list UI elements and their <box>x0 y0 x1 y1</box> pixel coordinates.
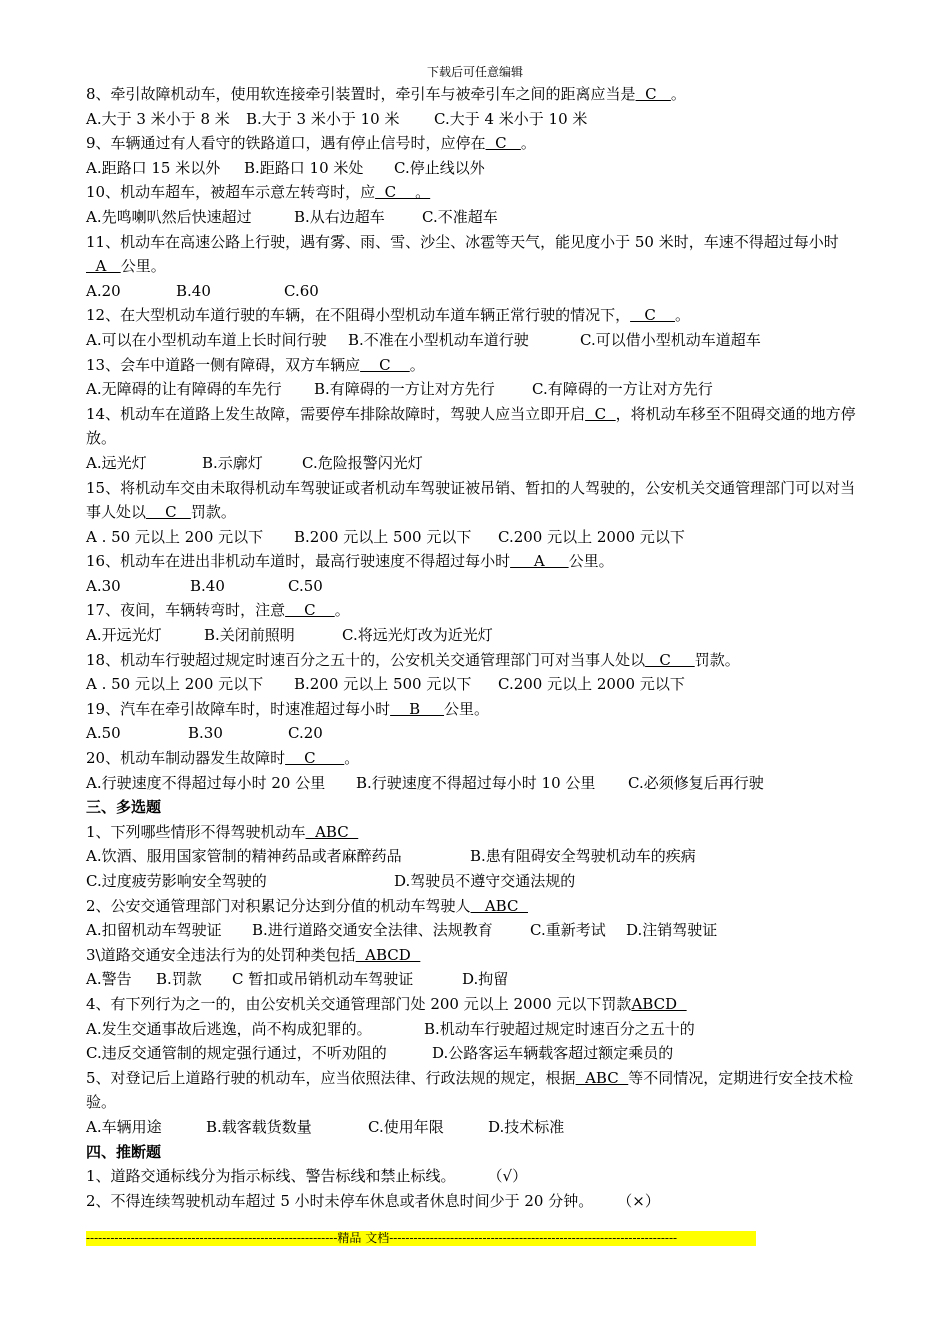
question-14: 14、机动车在道路上发生故障，需要停车排除故障时，驾驶人应当立即开启 C ，将机动车移至不阻碍交通的地方停放。 <box>86 404 856 448</box>
multi-question-5: 5、对登记后上道路行驶的机动车，应当依照法律、行政法规的规定，根据 ABC 等不同情况，定期进行安全技术检验。 <box>86 1068 854 1112</box>
question-15: 15、将机动车交由未取得机动车驾驶证或者机动车驾驶证被吊销、暂扣的人驾驶的，公安机关交通管理部门可以对当事人处以 C 罚款。 <box>86 478 856 522</box>
question-19: 19、汽车在牵引故障车时，时速准超过每小时 B 公里。 <box>86 699 490 718</box>
judgment-mark: （√） <box>487 1167 528 1186</box>
answer-blank: A <box>86 257 121 276</box>
answer-blank: C <box>635 85 671 103</box>
multi-options-5: A.车辆用途 B.载客载货数量 C.使用年限 D.技术标准 <box>86 1117 565 1136</box>
answer-blank: C <box>630 306 675 325</box>
answer-blank: B <box>390 699 445 718</box>
multi-question-4: 4、有下列行为之一的，由公安机关交通管理部门处 200 元以上 2000 元以下罚款ABCD <box>86 994 687 1013</box>
options-15: A . 50 元以上 200 元以下 B.200 元以上 500 元以下 C.200 元以上 2000 元以下 <box>86 527 685 546</box>
multi-question-2: 2、公安交通管理部门对积累记分达到分值的机动车驾驶人 ABC <box>86 896 528 915</box>
answer-blank: C <box>645 650 695 669</box>
multi-options-4b: C.违反交通管制的规定强行通过，不听劝阻的 D.公路客运车辆载客超过额定乘员的 <box>86 1044 674 1063</box>
answer-blank: C <box>585 404 616 423</box>
answer-blank: ABCD <box>355 945 421 964</box>
options-13: A.无障碍的让有障碍的车先行 B.有障碍的一方让对方先行 C.有障碍的一方让对方先行 <box>86 380 713 399</box>
judgment-question-1: 1、道路交通标线分为指示标线、警告标线和禁止标线。 （√） <box>86 1167 528 1186</box>
options-20: A.行驶速度不得超过每小时 20 公里 B.行驶速度不得超过每小时 10 公里 C.必须修复后再行驶 <box>86 773 764 792</box>
options-19: A.50 B.30 C.20 <box>86 724 323 743</box>
answer-blank: C 。 <box>375 183 431 202</box>
multi-options-1b: C.过度疲劳影响安全驾驶的 D.驾驶员不遵守交通法规的 <box>86 872 576 890</box>
question-8: 8、牵引故障机动车，使用软连接牵引装置时，牵引车与被牵引车之间的距离应当是 C 。 <box>86 85 686 103</box>
question-18: 18、机动车行驶超过规定时速百分之五十的，公安机关交通管理部门可对当事人处以 C 罚款。 <box>86 650 740 669</box>
options-14: A.远光灯 B.示廓灯 C.危险报警闪光灯 <box>86 453 423 472</box>
answer-blank: ABC <box>470 896 528 915</box>
page-header: 下载后可任意编辑 <box>426 65 523 79</box>
question-9: 9、车辆通过有人看守的铁路道口，遇有停止信号时，应停在 C 。 <box>86 134 536 153</box>
answer-blank: ABC <box>575 1068 629 1087</box>
multi-question-3: 3\道路交通安全违法行为的处罚种类包括 ABCD <box>86 945 421 964</box>
answer-blank: A <box>510 552 569 571</box>
options-9: A.距路口 15 米以外 B.距路口 10 米处 C.停止线以外 <box>86 158 485 177</box>
page-footer: --------------------------------------------------------------精品 文档----------------------------------------------------------------------- <box>86 1231 756 1246</box>
options-12: A.可以在小型机动车道上长时间行驶 B.不准在小型机动车道行驶 C.可以借小型机动车道超车 <box>86 330 761 349</box>
options-17: A.开远光灯 B.关闭前照明 C.将远光灯改为近光灯 <box>86 626 493 645</box>
section-title-multiple-choice: 三、多选题 <box>86 798 162 817</box>
question-11: 11、机动车在高速公路上行驶，遇有雾、雨、雪、沙尘、冰雹等天气，能见度小于 50 米时，车速不得超过每小时 A 公里。 <box>86 232 839 276</box>
multi-question-1: 1、下列哪些情形不得驾驶机动车 ABC <box>86 822 359 841</box>
options-8: A.大于 3 米小于 8 米 B.大于 3 米小于 10 米 C.大于 4 米小于 10 米 <box>86 109 588 128</box>
answer-blank: C <box>146 503 191 522</box>
question-16: 16、机动车在进出非机动车道时，最高行驶速度不得超过每小时 A 公里。 <box>86 552 614 571</box>
question-10: 10、机动车超车，被超车示意左转弯时，应 C 。 <box>86 183 431 202</box>
judgment-mark: （×） <box>617 1191 660 1210</box>
judgment-question-2: 2、不得连续驾驶机动车超过 5 小时未停车休息或者休息时间少于 20 分钟。 （×） <box>86 1191 660 1210</box>
question-12: 12、在大型机动车道行驶的车辆，在不阻碍小型机动车道车辆正常行驶的情况下， C 。 <box>86 306 690 325</box>
multi-options-1a: A.饮酒、服用国家管制的精神药品或者麻醉药品 B.患有阻碍安全驾驶机动车的疾病 <box>86 847 696 866</box>
answer-blank: C <box>360 355 410 374</box>
options-10: A.先鸣喇叭然后快速超过 B.从右边超车 C.不准超车 <box>86 207 498 226</box>
options-16: A.30 B.40 C.50 <box>86 576 323 595</box>
section-title-judgment: 四、推断题 <box>86 1142 162 1161</box>
question-17: 17、夜间，车辆转弯时，注意 C 。 <box>86 601 350 620</box>
question-20: 20、机动车制动器发生故障时 C 。 <box>86 749 360 768</box>
multi-options-4a: A.发生交通事故后逃逸，尚不构成犯罪的。 B.机动车行驶超过规定时速百分之五十的 <box>86 1019 695 1038</box>
multi-options-2: A.扣留机动车驾驶证 B.进行道路交通安全法律、法规教育 C.重新考试 D.注销驾驶证 <box>86 921 718 940</box>
answer-blank: C <box>285 601 335 620</box>
answer-blank: ABC <box>305 822 359 841</box>
answer-blank: ABCD <box>631 994 687 1013</box>
options-11: A.20 B.40 C.60 <box>86 281 319 300</box>
answer-blank: C <box>485 134 521 153</box>
options-18: A . 50 元以上 200 元以下 B.200 元以上 500 元以下 C.200 元以上 2000 元以下 <box>86 675 685 694</box>
document-body <box>86 82 868 1213</box>
multi-options-3: A.警告 B.罚款 C 暂扣或吊销机动车驾驶证 D.拘留 <box>86 970 509 989</box>
answer-blank: C <box>285 749 345 768</box>
question-13: 13、会车中道路一侧有障碍，双方车辆应 C 。 <box>86 355 425 374</box>
